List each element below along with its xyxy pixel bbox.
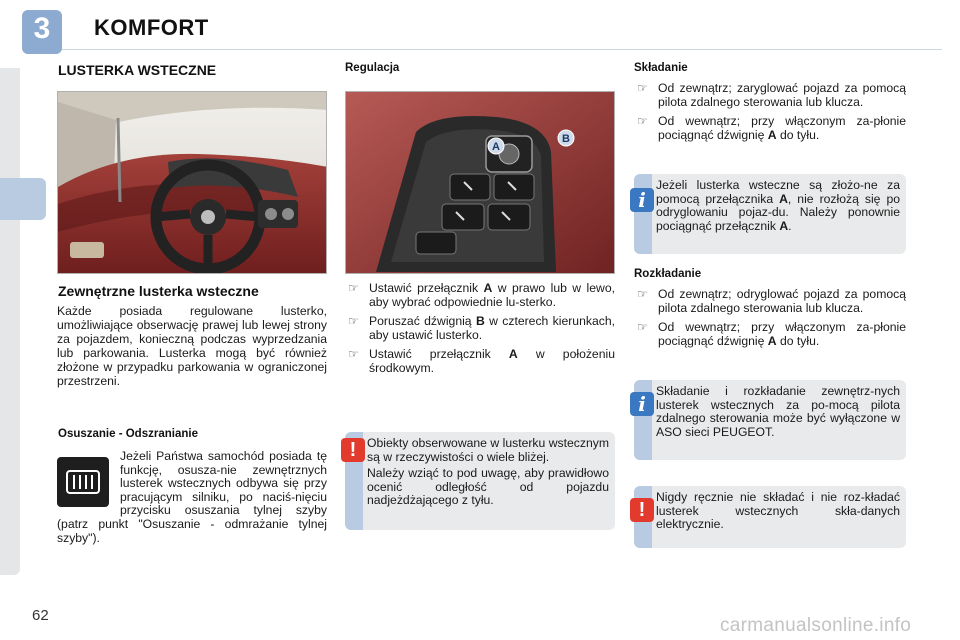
fold-step: ☞ Od zewnątrz; zaryglować pojazd za pomocą pilota zdalnego sterowania lub klucza. (637, 81, 906, 109)
interior-illustration (58, 92, 327, 274)
chapter-strip-upper (0, 68, 20, 178)
unfold-info-text: Składanie i rozkładanie zewnętrz-nych lusterek wstecznych za po-mocą pilota zdalnego sterowania może być wyłączone w ASO sieci PEUGEOT. (656, 384, 900, 439)
chapter-number: 3 (33, 12, 51, 45)
chapter-number-badge (22, 10, 62, 54)
adjust-steps (345, 282, 615, 382)
page-title: KOMFORT (94, 15, 209, 40)
exterior-mirrors-heading: Zewnętrzne lusterka wsteczne (58, 283, 259, 299)
adjust-warning-box (345, 432, 615, 530)
fold-info-box (634, 174, 906, 254)
adjust-step: ☞ Ustawić przełącznik A w prawo lub w lewo, aby wybrać odpowiednie lu-sterko. (348, 281, 615, 309)
warning-icon: ! (341, 438, 365, 462)
bullet-icon: ☞ (348, 314, 359, 329)
watermark: carmanualsonline.info (720, 615, 912, 636)
bullet-icon: ☞ (348, 347, 359, 362)
fold-heading: Składanie (634, 62, 688, 74)
header-divider (62, 49, 942, 50)
unfold-step: ☞ Od zewnątrz; odryglować pojazd za pomocą pilota zdalnego sterowania lub klucza. (637, 287, 906, 315)
bullet-icon: ☞ (637, 114, 648, 129)
defrost-text (57, 450, 327, 545)
chapter-tab-marker (0, 178, 46, 220)
bullet-icon: ☞ (637, 320, 648, 335)
info-icon: i (630, 392, 654, 416)
unfold-warning-box (634, 486, 906, 548)
fold-info-text: Jeżeli lusterka wsteczne są złożo-ne za pomocą przełącznika A, nie rozłożą się po odryglowaniu pojaz-du. Należy ponownie pociągnąć przełącznik A. (656, 178, 900, 233)
adjust-step: ☞ Poruszać dźwignią B w czterech kierunkach, aby ustawić lusterko. (348, 314, 615, 342)
warning-icon: ! (630, 498, 654, 522)
info-icon: i (630, 188, 654, 212)
switch-panel-illustration (346, 92, 615, 274)
adjust-heading: Regulacja (345, 62, 400, 74)
defrost-heading: Osuszanie - Odszranianie (58, 428, 198, 440)
bullet-icon: ☞ (637, 81, 648, 95)
photo-label-b: B (562, 133, 570, 145)
page-number: 62 (32, 607, 49, 624)
unfold-heading: Rozkładanie (634, 268, 702, 280)
unfold-step: ☞ Od wewnątrz; przy włączonym za-płonie pociągnąć dźwignię A do tyłu. (637, 320, 906, 348)
fold-step: ☞ Od wewnątrz; przy włączonym za-płonie pociągnąć dźwignię A do tyłu. (637, 114, 906, 142)
defrost-body: Jeżeli Państwa samochód posiada tę funkcję, osusza-nie zewnętrznych lusterek wstecznych odbywa się przy pracującym silniku, po naciś-nięciu przycisku osuszania tylnej szyby (patrz punkt "Osuszanie - odmrażanie tylnej szyby"). (57, 449, 327, 545)
fold-steps (634, 82, 906, 148)
adjust-step: ☞ Ustawić przełącznik A w położeniu środkowym. (348, 347, 615, 375)
switch-panel-photo (345, 91, 615, 274)
unfold-warning-text: Nigdy ręcznie nie składać i nie roz-kładać lusterek wstecznych skła-danych elektrycznie. (656, 490, 900, 532)
adjust-warning-text: Obiekty obserwowane w lusterku wstecznym są w rzeczywistości o wiele bliżej. Należy wziąć to pod uwagę, aby prawidłowo ocenić odległość od pojazdu nadjeżdżającego z tyłu. (367, 436, 609, 508)
note-bar (634, 174, 652, 254)
unfold-info-box (634, 380, 906, 460)
chapter-strip-lower (0, 220, 20, 575)
bullet-icon: ☞ (637, 287, 648, 301)
photo-label-a: A (492, 141, 500, 153)
icon-spacer (57, 450, 120, 510)
section-title: LUSTERKA WSTECZNE (58, 62, 217, 78)
exterior-mirrors-text: Każde posiada regulowane lusterko, umożliwiające obserwację prawej lub lewej strony za pojazdem, konieczną podczas wyprzedzania lub parkowania. Lusterka mogą być również złożone w przypadku parkowania w ograniczonej przestrzeni. (57, 304, 327, 388)
interior-photo (57, 91, 327, 274)
bullet-icon: ☞ (348, 281, 359, 295)
unfold-steps (634, 288, 906, 354)
